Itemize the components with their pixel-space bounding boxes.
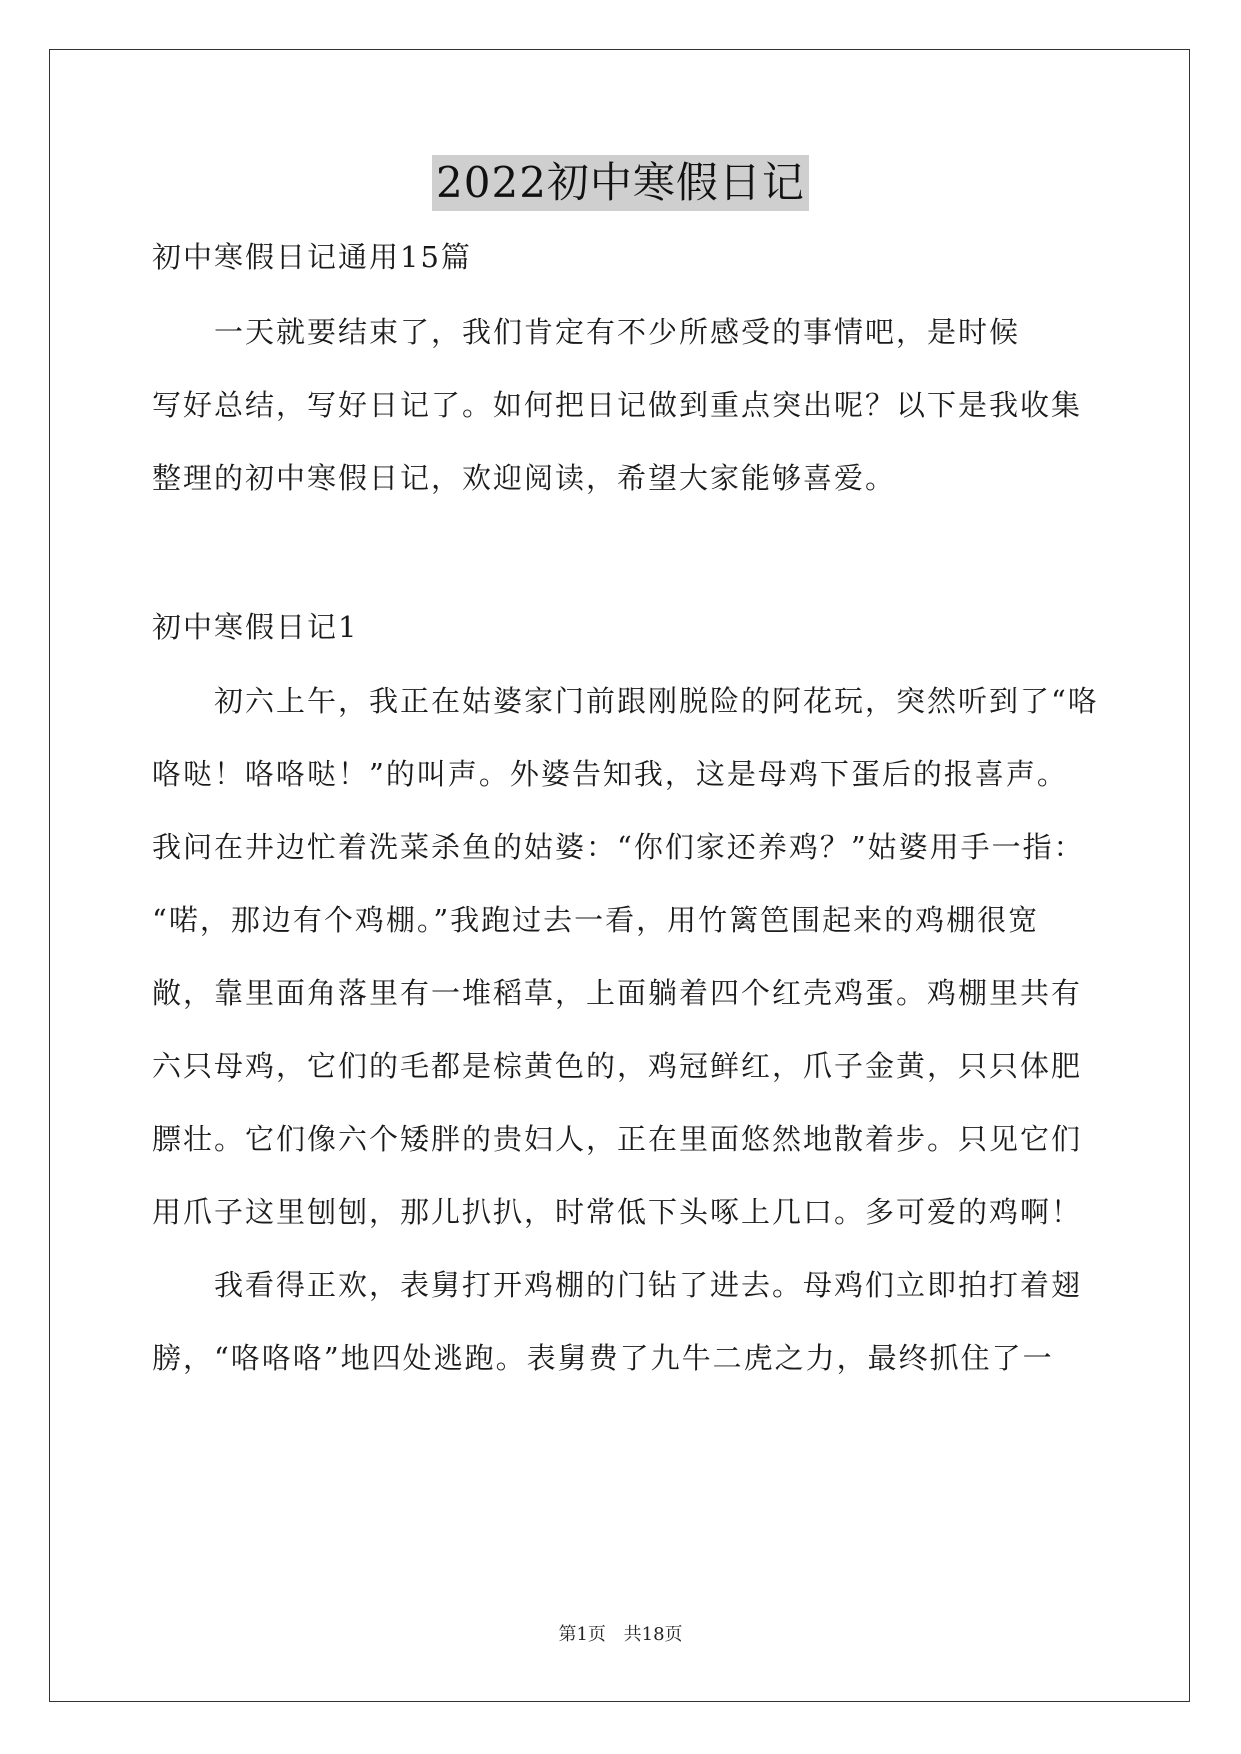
section-heading: 初中寒假日记1 bbox=[152, 610, 359, 644]
page-footer bbox=[0, 1623, 1241, 1647]
body-line: 敞，靠里面角落里有一堆稻草，上面躺着四个红壳鸡蛋。鸡棚里共有 bbox=[152, 976, 1083, 1010]
body-line: 初六上午，我正在姑婆家门前跟刚脱险的阿花玩，突然听到了“咯 bbox=[152, 684, 1099, 718]
page-total: 共18页 bbox=[623, 1624, 683, 1645]
body-line: “喏，那边有个鸡棚。”我跑过去一看，用竹篱笆围起来的鸡棚很宽 bbox=[152, 903, 1040, 937]
intro-line: 写好总结，写好日记了。如何把日记做到重点突出呢？以下是我收集 bbox=[152, 388, 1083, 422]
title-container bbox=[0, 155, 1241, 211]
body-line: 膘壮。它们像六个矮胖的贵妇人，正在里面悠然地散着步。只见它们 bbox=[152, 1122, 1083, 1156]
document-title: 2022初中寒假日记 bbox=[432, 155, 809, 211]
body-line: 咯哒！咯咯哒！”的叫声。外婆告知我，这是母鸡下蛋后的报喜声。 bbox=[152, 757, 1068, 791]
intro-line: 整理的初中寒假日记，欢迎阅读，希望大家能够喜爱。 bbox=[152, 461, 897, 495]
page-border bbox=[49, 49, 1190, 1702]
body-line: 膀，“咯咯咯”地四处逃跑。表舅费了九牛二虎之力，最终抓住了一 bbox=[152, 1341, 1054, 1375]
intro-line: 一天就要结束了，我们肯定有不少所感受的事情吧，是时候 bbox=[152, 315, 1021, 349]
page-number: 第1页 bbox=[558, 1624, 606, 1645]
document-subtitle: 初中寒假日记通用15篇 bbox=[152, 240, 472, 274]
body-line: 用爪子这里刨刨，那儿扒扒，时常低下头啄上几口。多可爱的鸡啊！ bbox=[152, 1195, 1083, 1229]
body-line: 六只母鸡，它们的毛都是棕黄色的，鸡冠鲜红，爪子金黄，只只体肥 bbox=[152, 1049, 1083, 1083]
body-line: 我看得正欢，表舅打开鸡棚的门钻了进去。母鸡们立即拍打着翅 bbox=[152, 1268, 1083, 1302]
body-line: 我问在井边忙着洗菜杀鱼的姑婆：“你们家还养鸡？”姑婆用手一指： bbox=[152, 830, 1085, 864]
